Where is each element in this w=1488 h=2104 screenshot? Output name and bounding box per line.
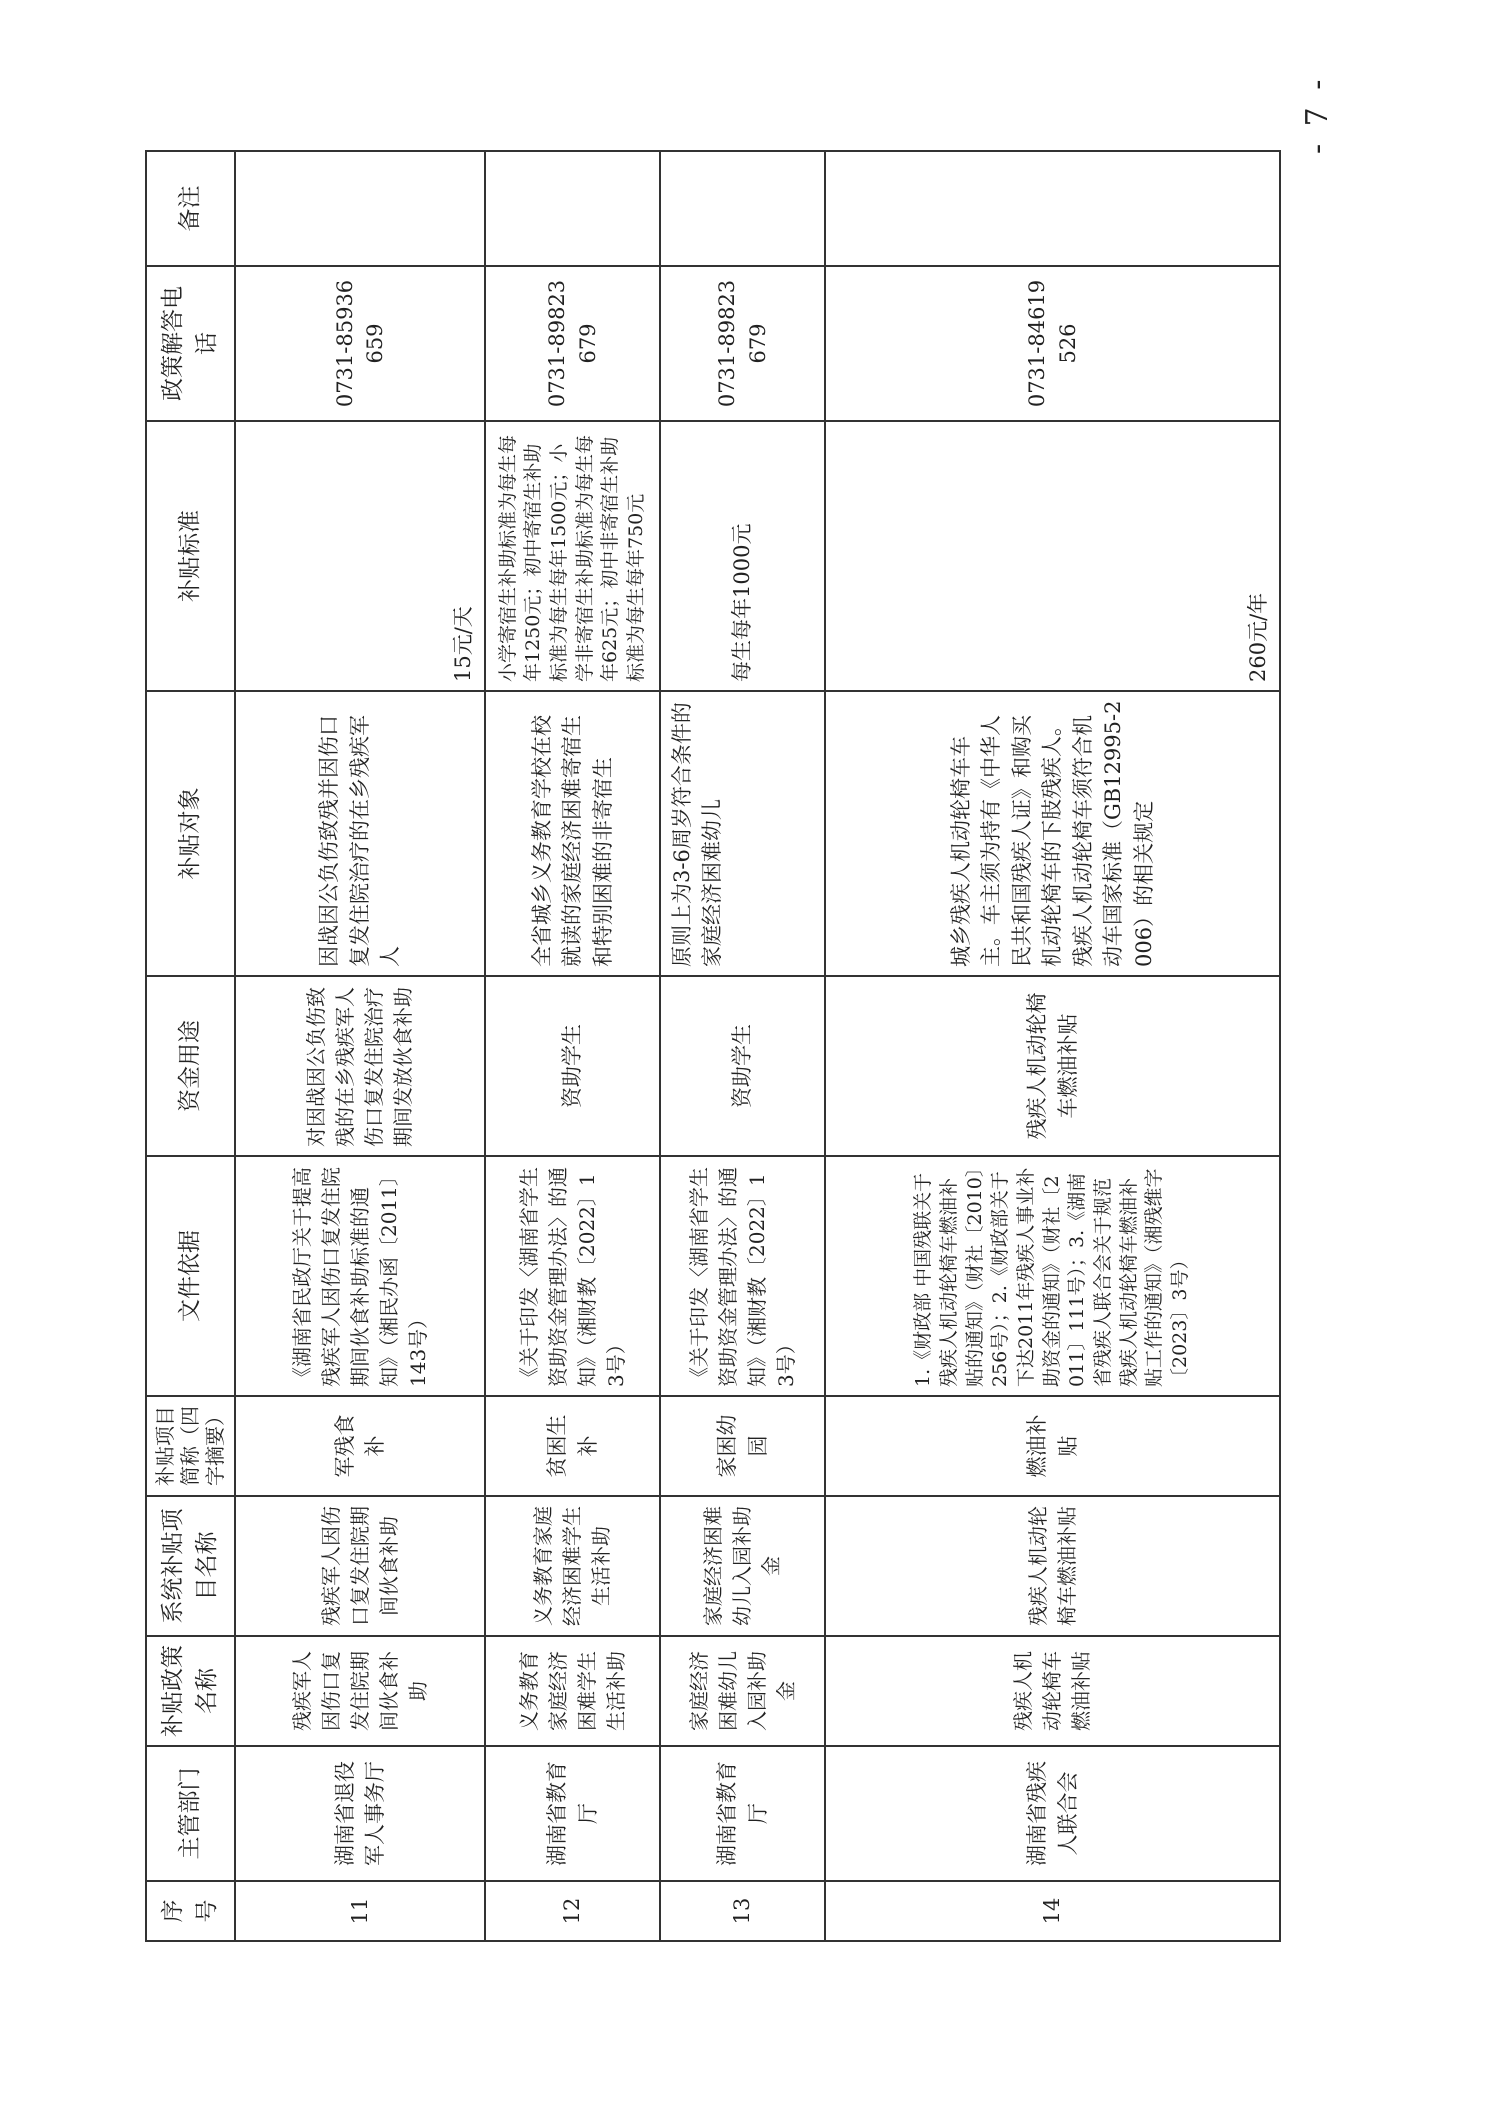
row-target: 因战因公负伤致残并因伤口复发住院治疗的在乡残疾军人	[235, 691, 485, 976]
row-policy: 残疾军人因伤口复发住院期间伙食补助	[235, 1636, 485, 1746]
table-row	[235, 151, 485, 1941]
row-remark	[825, 151, 1280, 266]
header-policy: 补贴政策名称	[146, 1636, 235, 1746]
row-dept: 湖南省残疾人联合会	[825, 1746, 1280, 1881]
row-remark	[235, 151, 485, 266]
row-system-item: 残疾人机动轮椅车燃油补贴	[825, 1496, 1280, 1636]
header-abbr: 补贴项目简称（四字摘要）	[146, 1396, 235, 1496]
row-no: 12	[485, 1881, 660, 1941]
row-usage: 残疾人机动轮椅车燃油补贴	[825, 976, 1280, 1156]
row-dept: 湖南省教育厅	[485, 1746, 660, 1881]
row-dept: 湖南省退役军人事务厅	[235, 1746, 485, 1881]
row-system-item: 残疾军人因伤口复发住院期间伙食补助	[235, 1496, 485, 1636]
row-basis: 《关于印发〈湖南省学生资助资金管理办法〉的通知》（湘财教〔2022〕13号）	[660, 1156, 825, 1396]
row-standard: 260元/年	[825, 421, 1280, 691]
subsidy-policy-table	[145, 150, 1281, 1942]
header-basis: 文件依据	[146, 1156, 235, 1396]
header-standard: 补贴标准	[146, 421, 235, 691]
row-no: 14	[825, 1881, 1280, 1941]
row-phone: 0731-84619526	[825, 266, 1280, 421]
row-basis: 1.《财政部 中国残联关于残疾人机动轮椅车燃油补贴的通知》（财社〔2010〕256号）；2.《财政部关于下达2011年残疾人事业补助资金的通知》（财社〔2011〕111号）；3.《湖南省残疾人联合会关于规范残疾人机动轮椅车燃油补贴工作的通知》（湘残维字〔2023〕3号）	[825, 1156, 1280, 1396]
row-target: 全省城乡义务教育学校在校就读的家庭经济困难寄宿生和特别困难的非寄宿生	[485, 691, 660, 976]
table-row	[660, 151, 825, 1941]
row-abbr: 贫困生补	[485, 1396, 660, 1496]
row-standard: 每生每年1000元	[660, 421, 825, 691]
row-remark	[660, 151, 825, 266]
row-target: 城乡残疾人机动轮椅车车主。车主须为持有《中华人民共和国残疾人证》和购买机动轮椅车的下肢残疾人。残疾人机动轮椅车须符合机动车国家标准（GB12995-2006）的相关规定	[825, 691, 1280, 976]
table-row	[825, 151, 1280, 1941]
header-remark: 备注	[146, 151, 235, 266]
row-remark	[485, 151, 660, 266]
row-phone: 0731-85936659	[235, 266, 485, 421]
row-abbr: 燃油补贴	[825, 1396, 1280, 1496]
row-no: 11	[235, 1881, 485, 1941]
row-usage: 资助学生	[660, 976, 825, 1156]
row-dept: 湖南省教育厅	[660, 1746, 825, 1881]
row-system-item: 义务教育家庭经济困难学生生活补助	[485, 1496, 660, 1636]
table-header-row	[146, 151, 235, 1941]
row-basis: 《关于印发〈湖南省学生资助资金管理办法〉的通知》（湘财教〔2022〕13号）	[485, 1156, 660, 1396]
table-row	[485, 151, 660, 1941]
row-phone: 0731-89823679	[660, 266, 825, 421]
row-policy: 残疾人机动轮椅车燃油补贴	[825, 1636, 1280, 1746]
header-no: 序号	[146, 1881, 235, 1941]
row-basis: 《湖南省民政厅关于提高残疾军人因伤口复发住院期间伙食补助标准的通知》（湘民办函〔2011〕143号）	[235, 1156, 485, 1396]
header-system-item: 系统补贴项目名称	[146, 1496, 235, 1636]
row-policy: 义务教育家庭经济困难学生生活补助	[485, 1636, 660, 1746]
row-policy: 家庭经济困难幼儿入园补助金	[660, 1636, 825, 1746]
header-target: 补贴对象	[146, 691, 235, 976]
page-number: - 7 -	[1300, 75, 1335, 154]
row-standard: 15元/天	[235, 421, 485, 691]
row-system-item: 家庭经济困难幼儿入园补助金	[660, 1496, 825, 1636]
header-phone: 政策解答电话	[146, 266, 235, 421]
row-target: 原则上为3-6周岁符合条件的家庭经济困难幼儿	[660, 691, 825, 976]
row-usage: 资助学生	[485, 976, 660, 1156]
row-standard: 小学寄宿生补助标准为每生每年1250元；初中寄宿生补助标准为每生每年1500元；小学非寄宿生补助标准为每生每年625元；初中非寄宿生补助标准为每生每年750元	[485, 421, 660, 691]
row-no: 13	[660, 1881, 825, 1941]
header-usage: 资金用途	[146, 976, 235, 1156]
row-usage: 对因战因公负伤致残的在乡残疾军人伤口复发住院治疗期间发放伙食补助	[235, 976, 485, 1156]
row-abbr: 家困幼园	[660, 1396, 825, 1496]
row-phone: 0731-89823679	[485, 266, 660, 421]
header-dept: 主管部门	[146, 1746, 235, 1881]
row-abbr: 军残食补	[235, 1396, 485, 1496]
